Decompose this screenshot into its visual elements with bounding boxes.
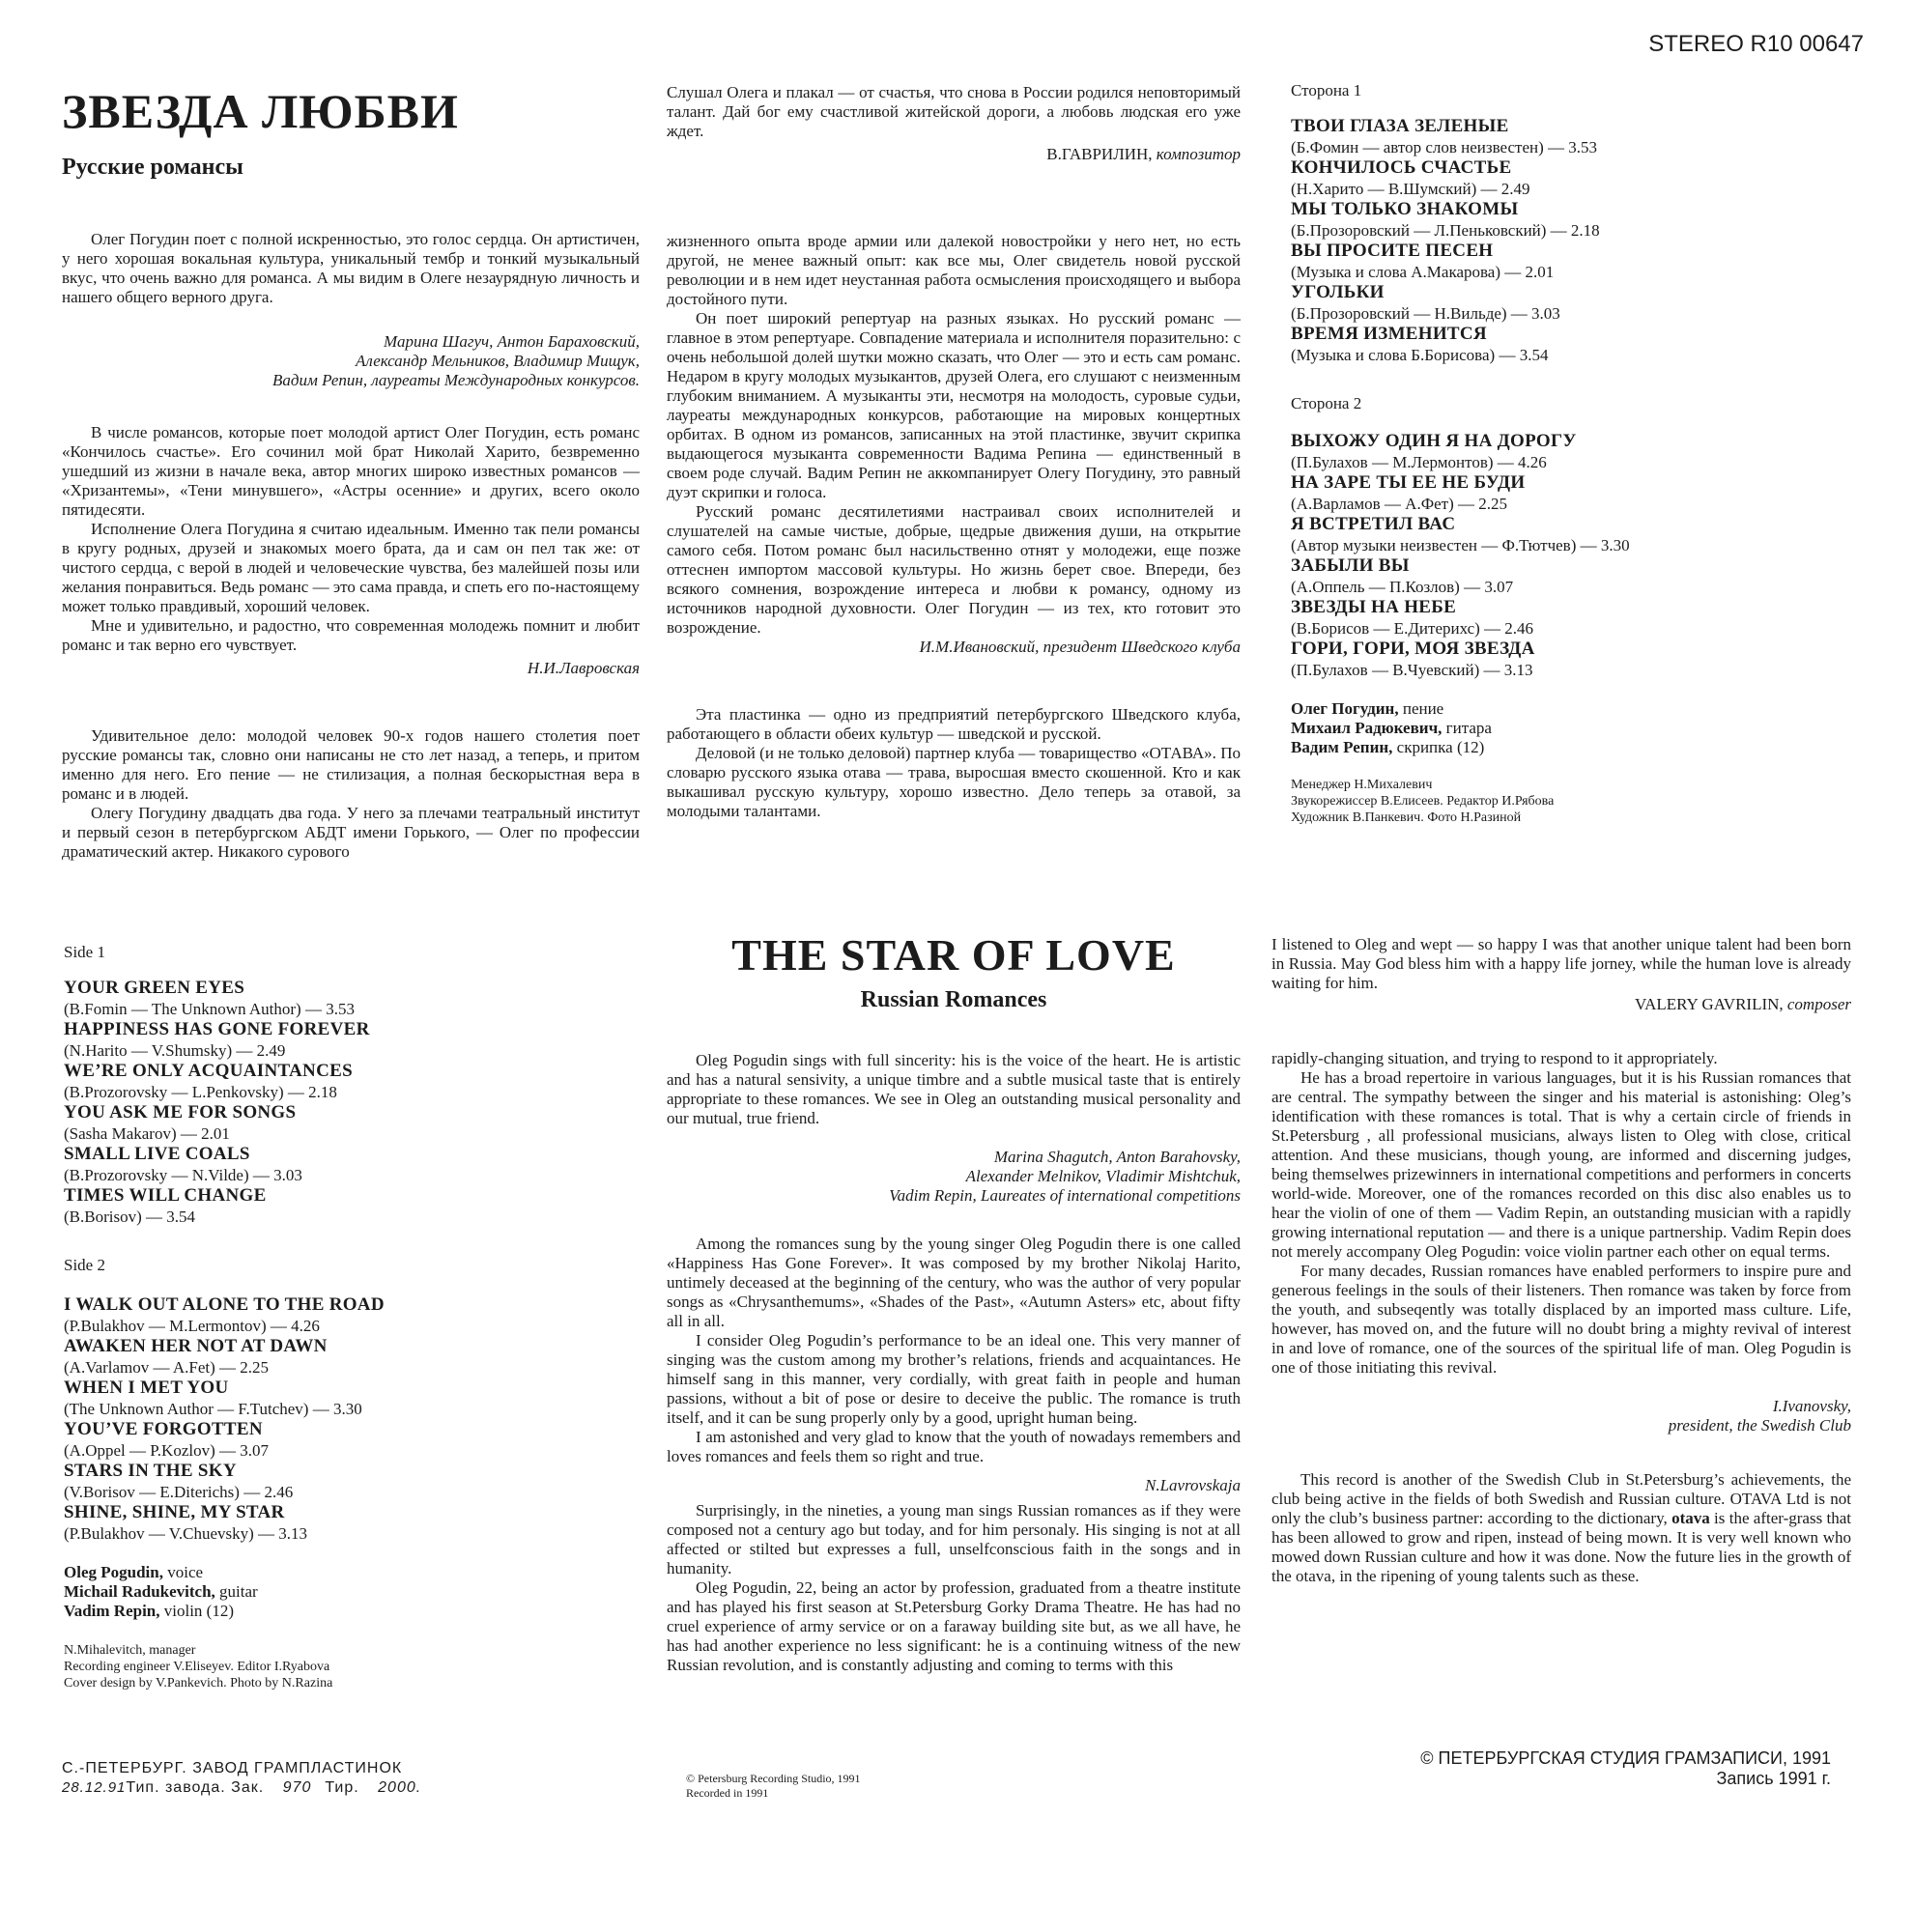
en-track-title: YOUR GREEN EYES [64, 978, 245, 998]
en-performer-role: voice [167, 1563, 204, 1581]
ru-track-credit: (Б.Прозоровский — Л.Пеньковский) — 2.18 [1291, 221, 1600, 240]
en-track-credit: (P.Bulakhov — V.Chuevsky) — 3.13 [64, 1524, 308, 1543]
factory-tir: Тир. [325, 1779, 359, 1796]
ru-performer [1291, 719, 1871, 738]
en-track-title: STARS IN THE SKY [64, 1461, 237, 1481]
ru-track [1291, 472, 1871, 514]
en-track [64, 1019, 643, 1061]
ru-track-credit: (Музыка и слова А.Макарова) — 2.01 [1291, 263, 1555, 281]
en-lavrovskaja-p2: I consider Oleg Pogudin’s performance to be an ideal one. This very manner of singing was the custom among my brother’s relations, friends and acquaintances. He himself sang in this manner, very cordially, with great faith in people and human passions, without a bit of pose or desire to deceive the public. The romance is truth itself, and it can be sung properly only by a good, upright human being. [667, 1331, 1241, 1427]
ru-tracklist [1291, 81, 1871, 826]
ru-track-credit: (Автор музыки неизвестен — Ф.Тютчев) — 3.30 [1291, 536, 1630, 554]
ru-ivanovsky-p3: Он поет широкий репертуар на разных языках. Но русский романс — главное в этом репертуаре. Совпадение материала и исполнителя поразительно: с очень небольшой долей шутки можно сказать, что Олег — это и есть сам романс. Недаром в кругу молодых музыкантов, друзей Олега, его слушают с неизменным глубоким вниманием. А музыканты эти, несмотря на молодость, суровые судьи, лауреаты международных конкурсов, работающие на мировых концертных орбитах. В одном из романсов, записанных на этой пластинке, звучит скрипка выдающегося музыканта современности Вадима Репина — единственный в своем роде случай. Вадим Репин не аккомпанирует Олегу Погудину, это равный дуэт скрипки и голоса. [667, 309, 1241, 501]
ru-copyright-line: Запись 1991 г. [1716, 1769, 1831, 1788]
ru-copyright [1420, 1748, 1831, 1789]
en-ivanovsky-p2a: Oleg Pogudin, 22, being an actor by profession, graduated from a theatre institute and has played his first season at St.Petersburg Gorky Drama Theatre. He has had no cruel experience of army service or on a faraway building site but, as we all have, he has had another experience no less significant: he is a continuing witness of the new Russian revolution, and is constantly adjusting and coming to terms with this [667, 1578, 1241, 1674]
factory-line-2 [62, 1779, 421, 1797]
ru-ivanovsky-p2a: Олегу Погудину двадцать два года. У него за плечами театральный институт и первый сезон в петербургском АБДТ имени Горького, — Олег по профессии драматический актер. Никакого сурового [62, 804, 640, 861]
ru-track-credit: (Н.Харито — В.Шумский) — 2.49 [1291, 180, 1530, 198]
ru-performer-role: скрипка (12) [1396, 738, 1485, 756]
ru-track [1291, 282, 1871, 324]
ru-ivanovsky-p1: Удивительное дело: молодой человек 90-х годов нашего столетия поет русские романсы так, словно они написаны не сто лет назад, а теперь, и притом именно для него. Его пение — не стилизация, а полная бескорыстная вера в романс и в людей. [62, 726, 640, 803]
en-track-credit: (B.Prozorovsky — L.Penkovsky) — 2.18 [64, 1083, 337, 1101]
ru-side2-label: Сторона 2 [1291, 394, 1362, 412]
ru-track-credit: (Музыка и слова Б.Борисова) — 3.54 [1291, 346, 1549, 364]
en-copyright-line: © Petersburg Recording Studio, 1991 [686, 1772, 861, 1785]
ru-track-title: ГОРИ, ГОРИ, МОЯ ЗВЕЗДА [1291, 639, 1535, 659]
ru-ivanovsky-sig: И.М.Ивановский, президент Шведского клуба [919, 638, 1241, 656]
en-ivanovsky-sig-1: I.Ivanovsky, [1772, 1397, 1851, 1415]
en-track-title: SMALL LIVE COALS [64, 1144, 250, 1164]
en-track-title: SHINE, SHINE, MY STAR [64, 1502, 285, 1522]
en-credit-line: N.Mihalevitch, manager [64, 1643, 196, 1658]
catalog-number: STEREO R10 00647 [1648, 31, 1864, 57]
en-otava-pre: This record is another of the Swedish Club in St.Petersburg’s achievements, the club being active in the fields of both Swedish and Russian culture. OTAVA Ltd is not only the club’s business partner: according to the dictionary, [1271, 1470, 1851, 1527]
en-gavrilin-sig [1271, 995, 1851, 1014]
ru-track [1291, 597, 1871, 639]
en-lavrovskaja-sig: N.Lavrovskaja [1144, 1476, 1241, 1494]
en-track-title: YOU’VE FORGOTTEN [64, 1419, 263, 1439]
en-column-2 [667, 1051, 1241, 1675]
ru-lavrovskaya-sig: Н.И.Лавровская [527, 659, 640, 677]
en-track [64, 978, 643, 1019]
en-otava-paragraph [1271, 1470, 1851, 1586]
en-performer [64, 1602, 643, 1621]
en-performer-name: Michail Radukevitch, [64, 1582, 215, 1601]
en-track [64, 1061, 643, 1102]
ru-track [1291, 514, 1871, 555]
en-lavrovskaja-p3: I am astonished and very glad to know that the youth of nowadays remembers and loves romances and feels them so right and true. [667, 1428, 1241, 1465]
en-track-credit: (Sasha Makarov) — 2.01 [64, 1124, 230, 1143]
ru-track-title: КОНЧИЛОСЬ СЧАСТЬЕ [1291, 157, 1512, 178]
en-track [64, 1502, 643, 1544]
en-performer-role: guitar [219, 1582, 258, 1601]
ru-track-credit: (В.Борисов — Е.Дитерихс) — 2.46 [1291, 619, 1534, 638]
ru-track [1291, 241, 1871, 282]
ru-track [1291, 555, 1871, 597]
en-performer-role: violin (12) [163, 1602, 235, 1620]
ru-performer [1291, 699, 1871, 719]
en-copyright [686, 1772, 861, 1801]
ru-gavrilin-sig [667, 145, 1241, 164]
ru-track-title: ВЫ ПРОСИТЕ ПЕСЕН [1291, 241, 1494, 261]
en-column-3 [1271, 935, 1851, 1586]
en-performer-name: Oleg Pogudin, [64, 1563, 163, 1581]
ru-lavrovskaya-p1: В числе романсов, которые поет молодой артист Олег Погудин, есть романс «Кончилось счастье». Его сочинил мой брат Николай Харито, безвременно ушедший из жизни в начале века, автор многих широко известных романсов — «Хризантемы», «Тени минувшего», «Астры осенние» и других, всего около пятидесяти. [62, 423, 640, 519]
ru-track-title: МЫ ТОЛЬКО ЗНАКОМЫ [1291, 199, 1519, 219]
en-track [64, 1144, 643, 1185]
ru-track-credit: (Б.Фомин — автор слов неизвестен) — 3.53 [1291, 138, 1598, 156]
en-track [64, 1102, 643, 1144]
ru-track-title: ВЫХОЖУ ОДИН Я НА ДОРОГУ [1291, 431, 1577, 451]
ru-column-1 [62, 230, 640, 862]
ru-quote-sig-3: Вадим Репин, лауреаты Международных конкурсов. [271, 371, 640, 389]
en-side1-label: Side 1 [64, 943, 105, 961]
en-track-credit: (B.Fomin — The Unknown Author) — 3.53 [64, 1000, 355, 1018]
en-track [64, 1185, 643, 1227]
ru-track-credit: (П.Булахов — М.Лермонтов) — 4.26 [1291, 453, 1547, 471]
factory-line-1: С.-ПЕТЕРБУРГ. ЗАВОД ГРАМПЛАСТИНОК [62, 1760, 403, 1776]
factory-order: 970 [282, 1779, 312, 1796]
ru-track [1291, 431, 1871, 472]
en-track [64, 1419, 643, 1461]
en-track-credit: (B.Prozorovsky — N.Vilde) — 3.03 [64, 1166, 302, 1184]
ru-quote-sig-2: Александр Мельников, Владимир Мищук, [356, 352, 640, 370]
factory-mid: Тип. завода. Зак. [126, 1779, 265, 1796]
en-performer-name: Vadim Repin, [64, 1602, 160, 1620]
en-ivanovsky-p1: Surprisingly, in the nineties, a young man sings Russian romances as if they were composed not a century ago but today, and for him personaly. His singing is not at all affected or stilted but expresses a full, unselfconscious faith in the songs and in humanity. [667, 1501, 1241, 1577]
ru-column-2 [667, 83, 1241, 821]
en-ivanovsky-p3: He has a broad repertoire in various languages, but it is his Russian romances that are central. The sympathy between the singer and his material is astonishing: Oleg’s identification with these romances is total. That is why a certain circle of friends in St.Petersburg , all professional musicians, always listen to Oleg with close, critical attention. And these musicians, though young, are informed and discerning judges, being themselwes prizewinners in international competitions and performers in concerts world-wide. Moreover, one of the romances recorded on this disc also enables us to hear the violin of one of them — Vadim Repin, an outstanding musician with a rapidly growing international reputation — and there is a unique partnership. Vadim Repin does not merely accompany Oleg Pogudin: voice violin partner each other on equal terms. [1271, 1068, 1851, 1261]
ru-track-title: НА ЗАРЕ ТЫ ЕЕ НЕ БУДИ [1291, 472, 1526, 493]
ru-track [1291, 324, 1871, 365]
en-track-title: WE’RE ONLY ACQUAINTANCES [64, 1061, 353, 1081]
en-track-credit: (A.Varlamov — A.Fet) — 2.25 [64, 1358, 270, 1377]
en-track-credit: (B.Borisov) — 3.54 [64, 1208, 195, 1226]
ru-gavrilin-name: В.ГАВРИЛИН, [1046, 145, 1153, 163]
ru-album-title: ЗВЕЗДА ЛЮБВИ [62, 84, 459, 138]
en-otava-post: is the after-grass that has been allowed to grow and ripen, instead of being mown. It is very well known who mowed down Russian culture and how it was done. Now the future lies in the growth of the otava, in the ripening of young talents such as these. [1271, 1509, 1852, 1585]
en-gavrilin-quote: I listened to Oleg and wept — so happy I was that another unique talent had been born in Russia. May God bless him with a happy life jorney, while the human love is already waiting for him. [1271, 935, 1851, 992]
en-quote-musicians: Oleg Pogudin sings with full sincerity: his is the voice of the heart. He is artistic and has a natural sensivity, a unique timbre and a subtle musical taste that is entirely appropriate to these romances. We see in Oleg an outstanding musical personality and our mutual, true friend. [667, 1051, 1241, 1127]
en-album-subtitle: Russian Romances [860, 987, 1047, 1012]
ru-track [1291, 199, 1871, 241]
ru-track [1291, 157, 1871, 199]
en-track-title: TIMES WILL CHANGE [64, 1185, 267, 1206]
en-gavrilin-role: composer [1786, 995, 1851, 1013]
en-track-credit: (A.Oppel — P.Kozlov) — 3.07 [64, 1441, 270, 1460]
en-track-credit: (V.Borisov — E.Diterichs) — 2.46 [64, 1483, 294, 1501]
ru-gavrilin-quote: Слушал Олега и плакал — от счастья, что снова в России родился неповторимый талант. Дай бог ему счастливой житейской дороги, а любовь людская его уже ждет. [667, 83, 1241, 140]
ru-side1-label: Сторона 1 [1291, 81, 1362, 99]
en-copyright-line: Recorded in 1991 [686, 1786, 769, 1800]
ru-performer-name: Михаил Радюкевич, [1291, 719, 1443, 737]
ru-performer-role: пение [1402, 699, 1444, 718]
en-track [64, 1336, 643, 1378]
en-gavrilin-name: VALERY GAVRILIN, [1635, 995, 1784, 1013]
en-credit-line: Cover design by V.Pankevich. Photo by N.Razina [64, 1676, 333, 1690]
ru-ivanovsky-p2b: жизненного опыта вроде армии или далекой новостройки у него нет, но есть другой, не менее важный опыт: как все мы, Олег свидетель новой русской революции и в нем идет неустанная работа осмысления происходящего и выбора достойного пути. [667, 232, 1241, 308]
ru-quote-sig-1: Марина Шагуч, Антон Бараховский, [384, 332, 640, 351]
ru-performer-name: Вадим Репин, [1291, 738, 1393, 756]
en-track-title: YOU ASK ME FOR SONGS [64, 1102, 297, 1122]
en-track-title: HAPPINESS HAS GONE FOREVER [64, 1019, 370, 1039]
en-track-title: AWAKEN HER NOT AT DAWN [64, 1336, 328, 1356]
ru-performer-name: Олег Погудин, [1291, 699, 1399, 718]
en-ivanovsky-p4: For many decades, Russian romances have enabled performers to inspire pure and generous feelings in the souls of their listeners. Then romance was taken by force from the youth, and subseqently was totally displaced by an imported mass culture. Life, however, has moved on, and the future will no doubt bring a mighty revival of interest in and love of romance, one of the sources of the spiritual life of man. Oleg Pogudin is one of those initiating this revival. [1271, 1262, 1851, 1377]
ru-track [1291, 116, 1871, 157]
ru-track [1291, 639, 1871, 680]
ru-lavrovskaya-p3: Мне и удивительно, и радостно, что современная молодежь помнит и любит романс и так верно его чувствует. [62, 616, 640, 654]
ru-otava-p2: Деловой (и не только деловой) партнер клуба — товарищество «ОТАВА». По словарю русского языка отава — трава, выросшая вместо скошенной. Кто и как выкашивал русскую культуру, хорошо известно. Дело теперь за отавой, за молодыми талантами. [667, 744, 1241, 820]
en-track [64, 1378, 643, 1419]
ru-credit-line: Менеджер Н.Михалевич [1291, 778, 1433, 792]
en-track-credit: (P.Bulakhov — M.Lermontov) — 4.26 [64, 1317, 320, 1335]
ru-ivanovsky-p4: Русский романс десятилетиями настраивал своих исполнителей и слушателей на самые чистые, добрые, щедрые движения души, на открытие самого себя. Потом романс был насильственно отнят у молодежи, еще позже оттеснен импортом массовой культуры. Но жизнь берет свое. Впереди, без всякого сомнения, возрождение интереса и любви к романсу, одному из источников народной духовности. Олег Погудин — из тех, кто готовит это возрождение. [667, 502, 1241, 637]
en-performer [64, 1582, 643, 1602]
ru-otava-p1: Эта пластинка — одно из предприятий петербургского Шведского клуба, работающего в области обеих культур — шведской и русской. [667, 705, 1241, 743]
en-credit-line: Recording engineer V.Eliseyev. Editor I.Ryabova [64, 1660, 330, 1674]
ru-album-subtitle: Русские романсы [62, 155, 243, 180]
ru-track-title: ЗВЕЗДЫ НА НЕБЕ [1291, 597, 1457, 617]
en-track [64, 1294, 643, 1336]
en-lavrovskaja-p1: Among the romances sung by the young singer Oleg Pogudin there is one called «Happiness Has Gone Forever». It was composed by my brother Nikolaj Harito, untimely deceased at the beginning of the century, who was the author of very popular songs as «Chrysanthemums», «Shades of the Past», «Autumn Asters» etc, about fifty all in all. [667, 1235, 1241, 1330]
en-track-title: I WALK OUT ALONE TO THE ROAD [64, 1294, 385, 1315]
en-track [64, 1461, 643, 1502]
ru-track-title: ЗАБЫЛИ ВЫ [1291, 555, 1410, 576]
ru-performer [1291, 738, 1871, 757]
en-track-title: WHEN I MET YOU [64, 1378, 229, 1398]
ru-performer-role: гитара [1445, 719, 1492, 737]
ru-track-title: ТВОИ ГЛАЗА ЗЕЛЕНЫЕ [1291, 116, 1509, 136]
ru-track-title: Я ВСТРЕТИЛ ВАС [1291, 514, 1456, 534]
ru-track-credit: (П.Булахов — В.Чуевский) — 3.13 [1291, 661, 1533, 679]
en-track-credit: (The Unknown Author — F.Tutchev) — 3.30 [64, 1400, 362, 1418]
en-side2-label: Side 2 [64, 1256, 105, 1274]
ru-track-title: УГОЛЬКИ [1291, 282, 1385, 302]
en-tracklist [64, 943, 643, 1691]
ru-track-credit: (А.Варламов — А.Фет) — 2.25 [1291, 495, 1508, 513]
factory-count: 2000. [378, 1779, 422, 1796]
en-quote-sig-2: Alexander Melnikov, Vladimir Mishtchuk, [965, 1167, 1241, 1185]
en-ivanovsky-sig-2: president, the Swedish Club [1668, 1416, 1851, 1435]
ru-copyright-line: © ПЕТЕРБУРГСКАЯ СТУДИЯ ГРАМЗАПИСИ, 1991 [1420, 1748, 1831, 1768]
en-track-credit: (N.Harito — V.Shumsky) — 2.49 [64, 1041, 286, 1060]
factory-date: 28.12.91 [62, 1779, 127, 1796]
ru-gavrilin-role: композитор [1156, 145, 1241, 163]
ru-credit-line: Звукорежиссер В.Елисеев. Редактор И.Рябова [1291, 794, 1555, 809]
en-quote-sig-1: Marina Shagutch, Anton Barahovsky, [993, 1148, 1241, 1166]
ru-credit-line: Художник В.Панкевич. Фото Н.Разиной [1291, 810, 1522, 825]
en-otava-word: otava [1671, 1509, 1710, 1527]
en-quote-sig-3: Vadim Repin, Laureates of international competitions [889, 1186, 1241, 1205]
en-performer [64, 1563, 643, 1582]
en-ivanovsky-p2b: rapidly-changing situation, and trying to respond to it appropriately. [1271, 1049, 1718, 1067]
ru-track-title: ВРЕМЯ ИЗМЕНИТСЯ [1291, 324, 1487, 344]
ru-quote-musicians: Олег Погудин поет с полной искренностью, это голос сердца. Он артистичен, у него хорошая вокальная культура, уникальный тембр и тонкий музыкальный вкус, что очень важно для романса. А мы видим в Олеге незаурядную личность и нашего общего верного друга. [62, 230, 640, 306]
ru-track-credit: (А.Оппель — П.Козлов) — 3.07 [1291, 578, 1514, 596]
en-album-title: THE STAR OF LOVE [731, 930, 1176, 980]
ru-lavrovskaya-p2: Исполнение Олега Погудина я считаю идеальным. Именно так пели романсы в кругу родных, друзей и знакомых моего брата, да и сам он пел так же: от чистого сердца, с верой в людей и человеческие чувства, без малейшей позы или желания понравиться. Ведь романс — это сама правда, и спеть его по-настоящему может только правдивый, хороший человек. [62, 520, 640, 615]
ru-track-credit: (Б.Прозоровский — Н.Вильде) — 3.03 [1291, 304, 1560, 323]
